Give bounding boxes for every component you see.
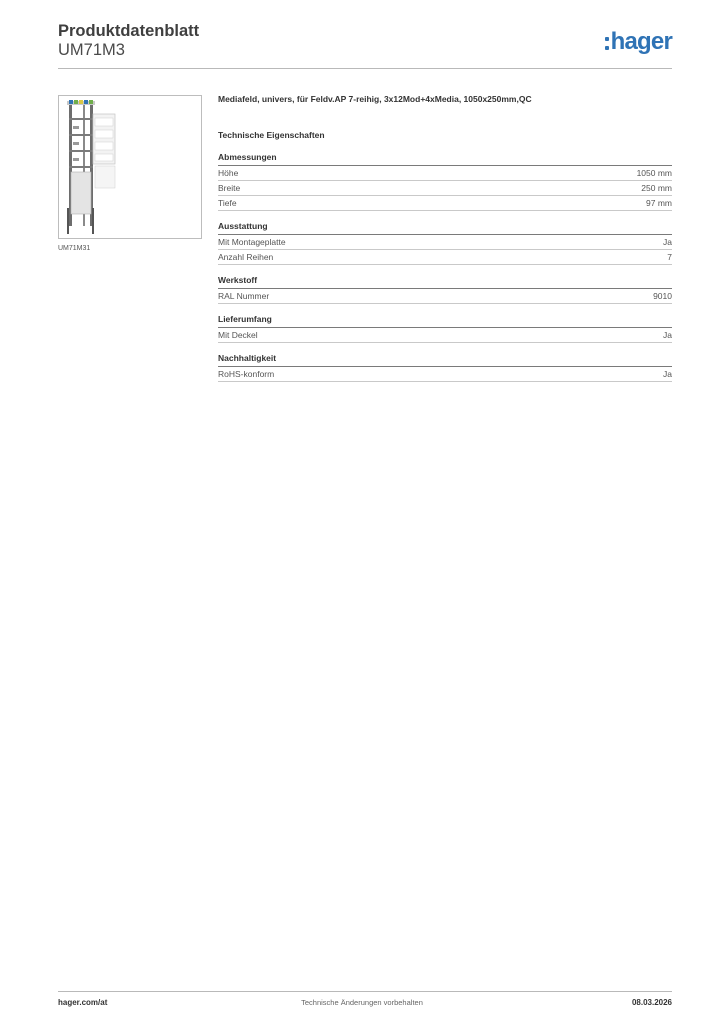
document-title: Produktdatenblatt	[58, 22, 200, 40]
property-row	[218, 250, 672, 265]
product-details	[218, 94, 672, 382]
group-werkstoff	[218, 275, 672, 304]
image-caption: UM71M31	[58, 245, 91, 252]
property-label: RAL Nummer	[218, 291, 270, 301]
property-label: Höhe	[218, 168, 239, 178]
property-value: 250 mm	[641, 183, 672, 193]
property-row	[218, 196, 672, 211]
group-lieferumfang	[218, 314, 672, 343]
property-label: Anzahl Reihen	[218, 252, 274, 262]
property-label: Tiefe	[218, 198, 237, 208]
group-abmessungen	[218, 152, 672, 211]
group-title: Abmessungen	[218, 152, 672, 166]
property-row	[218, 166, 672, 181]
property-label: RoHS-konform	[218, 369, 275, 379]
property-row	[218, 367, 672, 382]
property-value: Ja	[663, 369, 672, 379]
property-row	[218, 181, 672, 196]
property-label: Mit Deckel	[218, 330, 258, 340]
property-value: Ja	[663, 330, 672, 340]
property-row	[218, 289, 672, 304]
page-header	[58, 20, 672, 68]
property-value: 1050 mm	[636, 168, 672, 178]
property-row	[218, 328, 672, 343]
group-title: Lieferumfang	[218, 314, 672, 328]
footer-note: Technische Änderungen vorbehalten	[301, 998, 423, 1007]
property-label: Mit Montageplatte	[218, 237, 286, 247]
group-title: Ausstattung	[218, 221, 672, 235]
footer-website: hager.com/at	[58, 998, 108, 1007]
section-heading: Technische Eigenschaften	[218, 130, 325, 140]
header-divider	[58, 68, 672, 69]
group-title: Werkstoff	[218, 275, 672, 289]
footer-date: 08.03.2026	[631, 998, 672, 1007]
group-ausstattung	[218, 221, 672, 265]
property-value: 7	[667, 252, 672, 262]
distribution-panel-icon	[59, 96, 201, 238]
product-description: Mediafeld, univers, für Feldv.AP 7-reihig, 3x12Mod+4xMedia, 1050x250mm,QC	[218, 94, 532, 104]
hager-logo	[605, 28, 672, 56]
property-row	[218, 235, 672, 250]
property-value: Ja	[663, 237, 672, 247]
logo-text: hager	[610, 28, 672, 55]
property-value: 97 mm	[646, 198, 672, 208]
property-value: 9010	[653, 291, 672, 301]
logo-dots-icon	[605, 37, 609, 50]
footer-divider	[58, 991, 672, 992]
product-image	[58, 95, 202, 239]
group-nachhaltigkeit	[218, 353, 672, 382]
document-subtitle: UM71M3	[58, 41, 125, 59]
group-title: Nachhaltigkeit	[218, 353, 672, 367]
property-label: Breite	[218, 183, 241, 193]
